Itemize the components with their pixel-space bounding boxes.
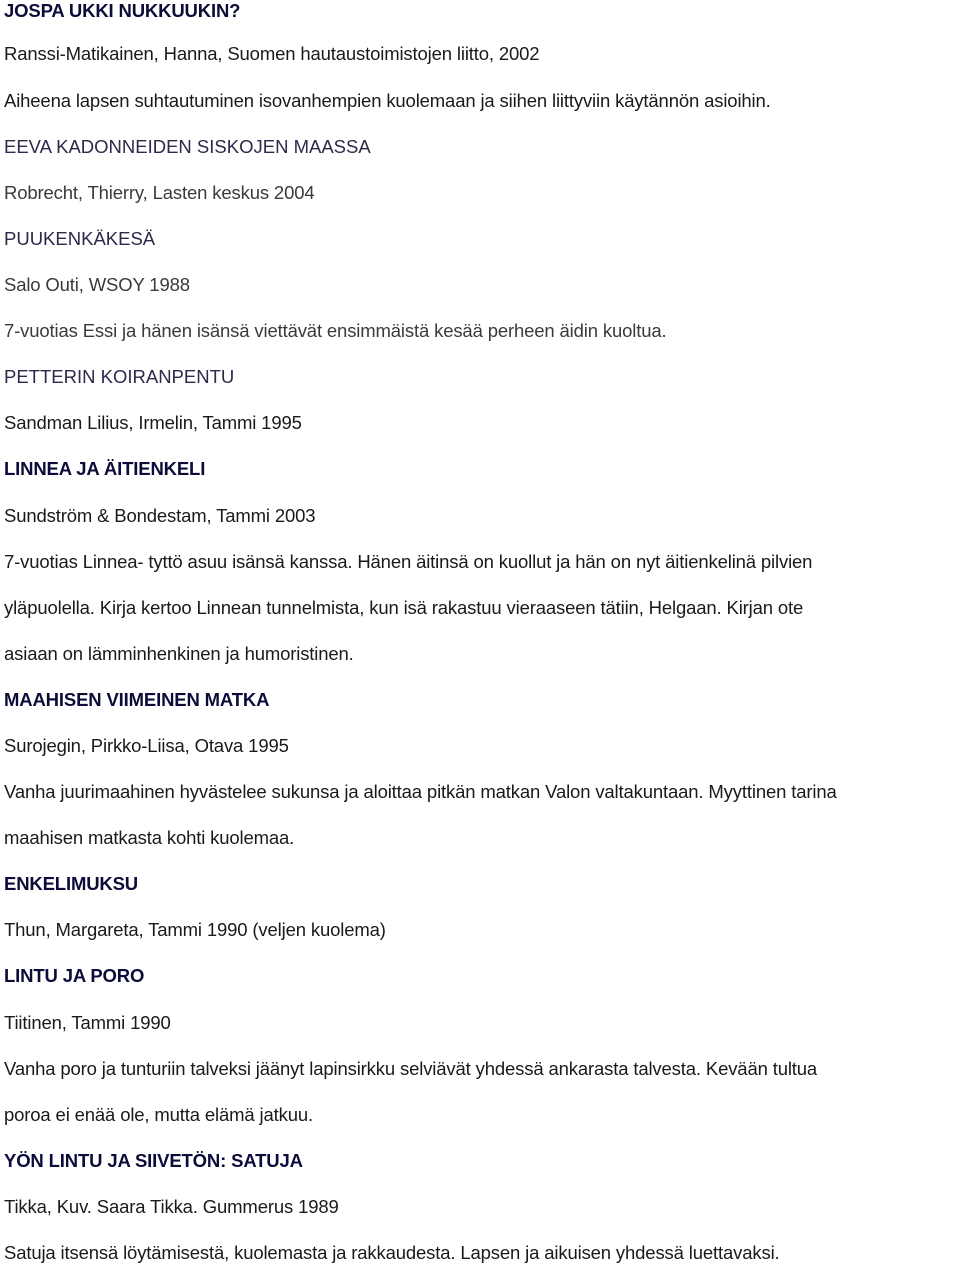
book-meta: Tikka, Kuv. Saara Tikka. Gummerus 1989 [4,1196,339,1217]
book-meta: Sundström & Bondestam, Tammi 2003 [4,505,316,526]
book-title: PETTERIN KOIRANPENTU [4,366,235,387]
book-title: PUUKENKÄKESÄ [4,228,156,249]
book-description: yläpuolella. Kirja kertoo Linnean tunnelmista, kun isä rakastuu vieraaseen tätiin, Helgaan. Kirjan ote [4,597,804,618]
book-meta: Surojegin, Pirkko-Liisa, Otava 1995 [4,735,289,756]
book-meta: Sandman Lilius, Irmelin, Tammi 1995 [4,412,302,433]
book-title: MAAHISEN VIIMEINEN MATKA [4,689,270,710]
book-title: LINTU JA PORO [4,965,145,986]
book-description: maahisen matkasta kohti kuolemaa. [4,827,295,848]
book-title: YÖN LINTU JA SIIVETÖN: SATUJA [4,1150,303,1171]
book-description: Satuja itsensä löytämisestä, kuolemasta ja rakkaudesta. Lapsen ja aikuisen yhdessä luettavaksi. [4,1242,780,1263]
book-description: asiaan on lämminhenkinen ja humoristinen. [4,643,354,664]
book-title: LINNEA JA ÄITIENKELI [4,458,206,479]
book-description: poroa ei enää ole, mutta elämä jatkuu. [4,1104,313,1125]
book-description: 7-vuotias Linnea- tyttö asuu isänsä kanssa. Hänen äitinsä on kuollut ja hän on nyt äitienkelinä pilvien [4,551,813,572]
book-meta: Thun, Margareta, Tammi 1990 (veljen kuolema) [4,919,386,940]
book-title: ENKELIMUKSU [4,873,139,894]
book-description: Vanha poro ja tunturiin talveksi jäänyt lapinsirkku selviävät yhdessä ankarasta talvesta. Kevään tultua [4,1058,818,1079]
book-meta: Tiitinen, Tammi 1990 [4,1012,171,1033]
book-meta: Robrecht, Thierry, Lasten keskus 2004 [4,182,315,203]
book-meta: Ranssi-Matikainen, Hanna, Suomen hautaustoimistojen liitto, 2002 [4,43,540,64]
book-description: Aiheena lapsen suhtautuminen isovanhempien kuolemaan ja siihen liittyviin käytännön asioihin. [4,90,771,111]
book-title: JOSPA UKKI NUKKUUKIN? [4,0,241,21]
book-meta: Salo Outi, WSOY 1988 [4,274,190,295]
book-description: 7-vuotias Essi ja hänen isänsä viettävät ensimmäistä kesää perheen äidin kuoltua. [4,320,667,341]
book-description: Vanha juurimaahinen hyvästelee sukunsa ja aloittaa pitkän matkan Valon valtakuntaan. Myyttinen tarina [4,781,837,802]
book-title: EEVA KADONNEIDEN SISKOJEN MAASSA [4,136,371,157]
